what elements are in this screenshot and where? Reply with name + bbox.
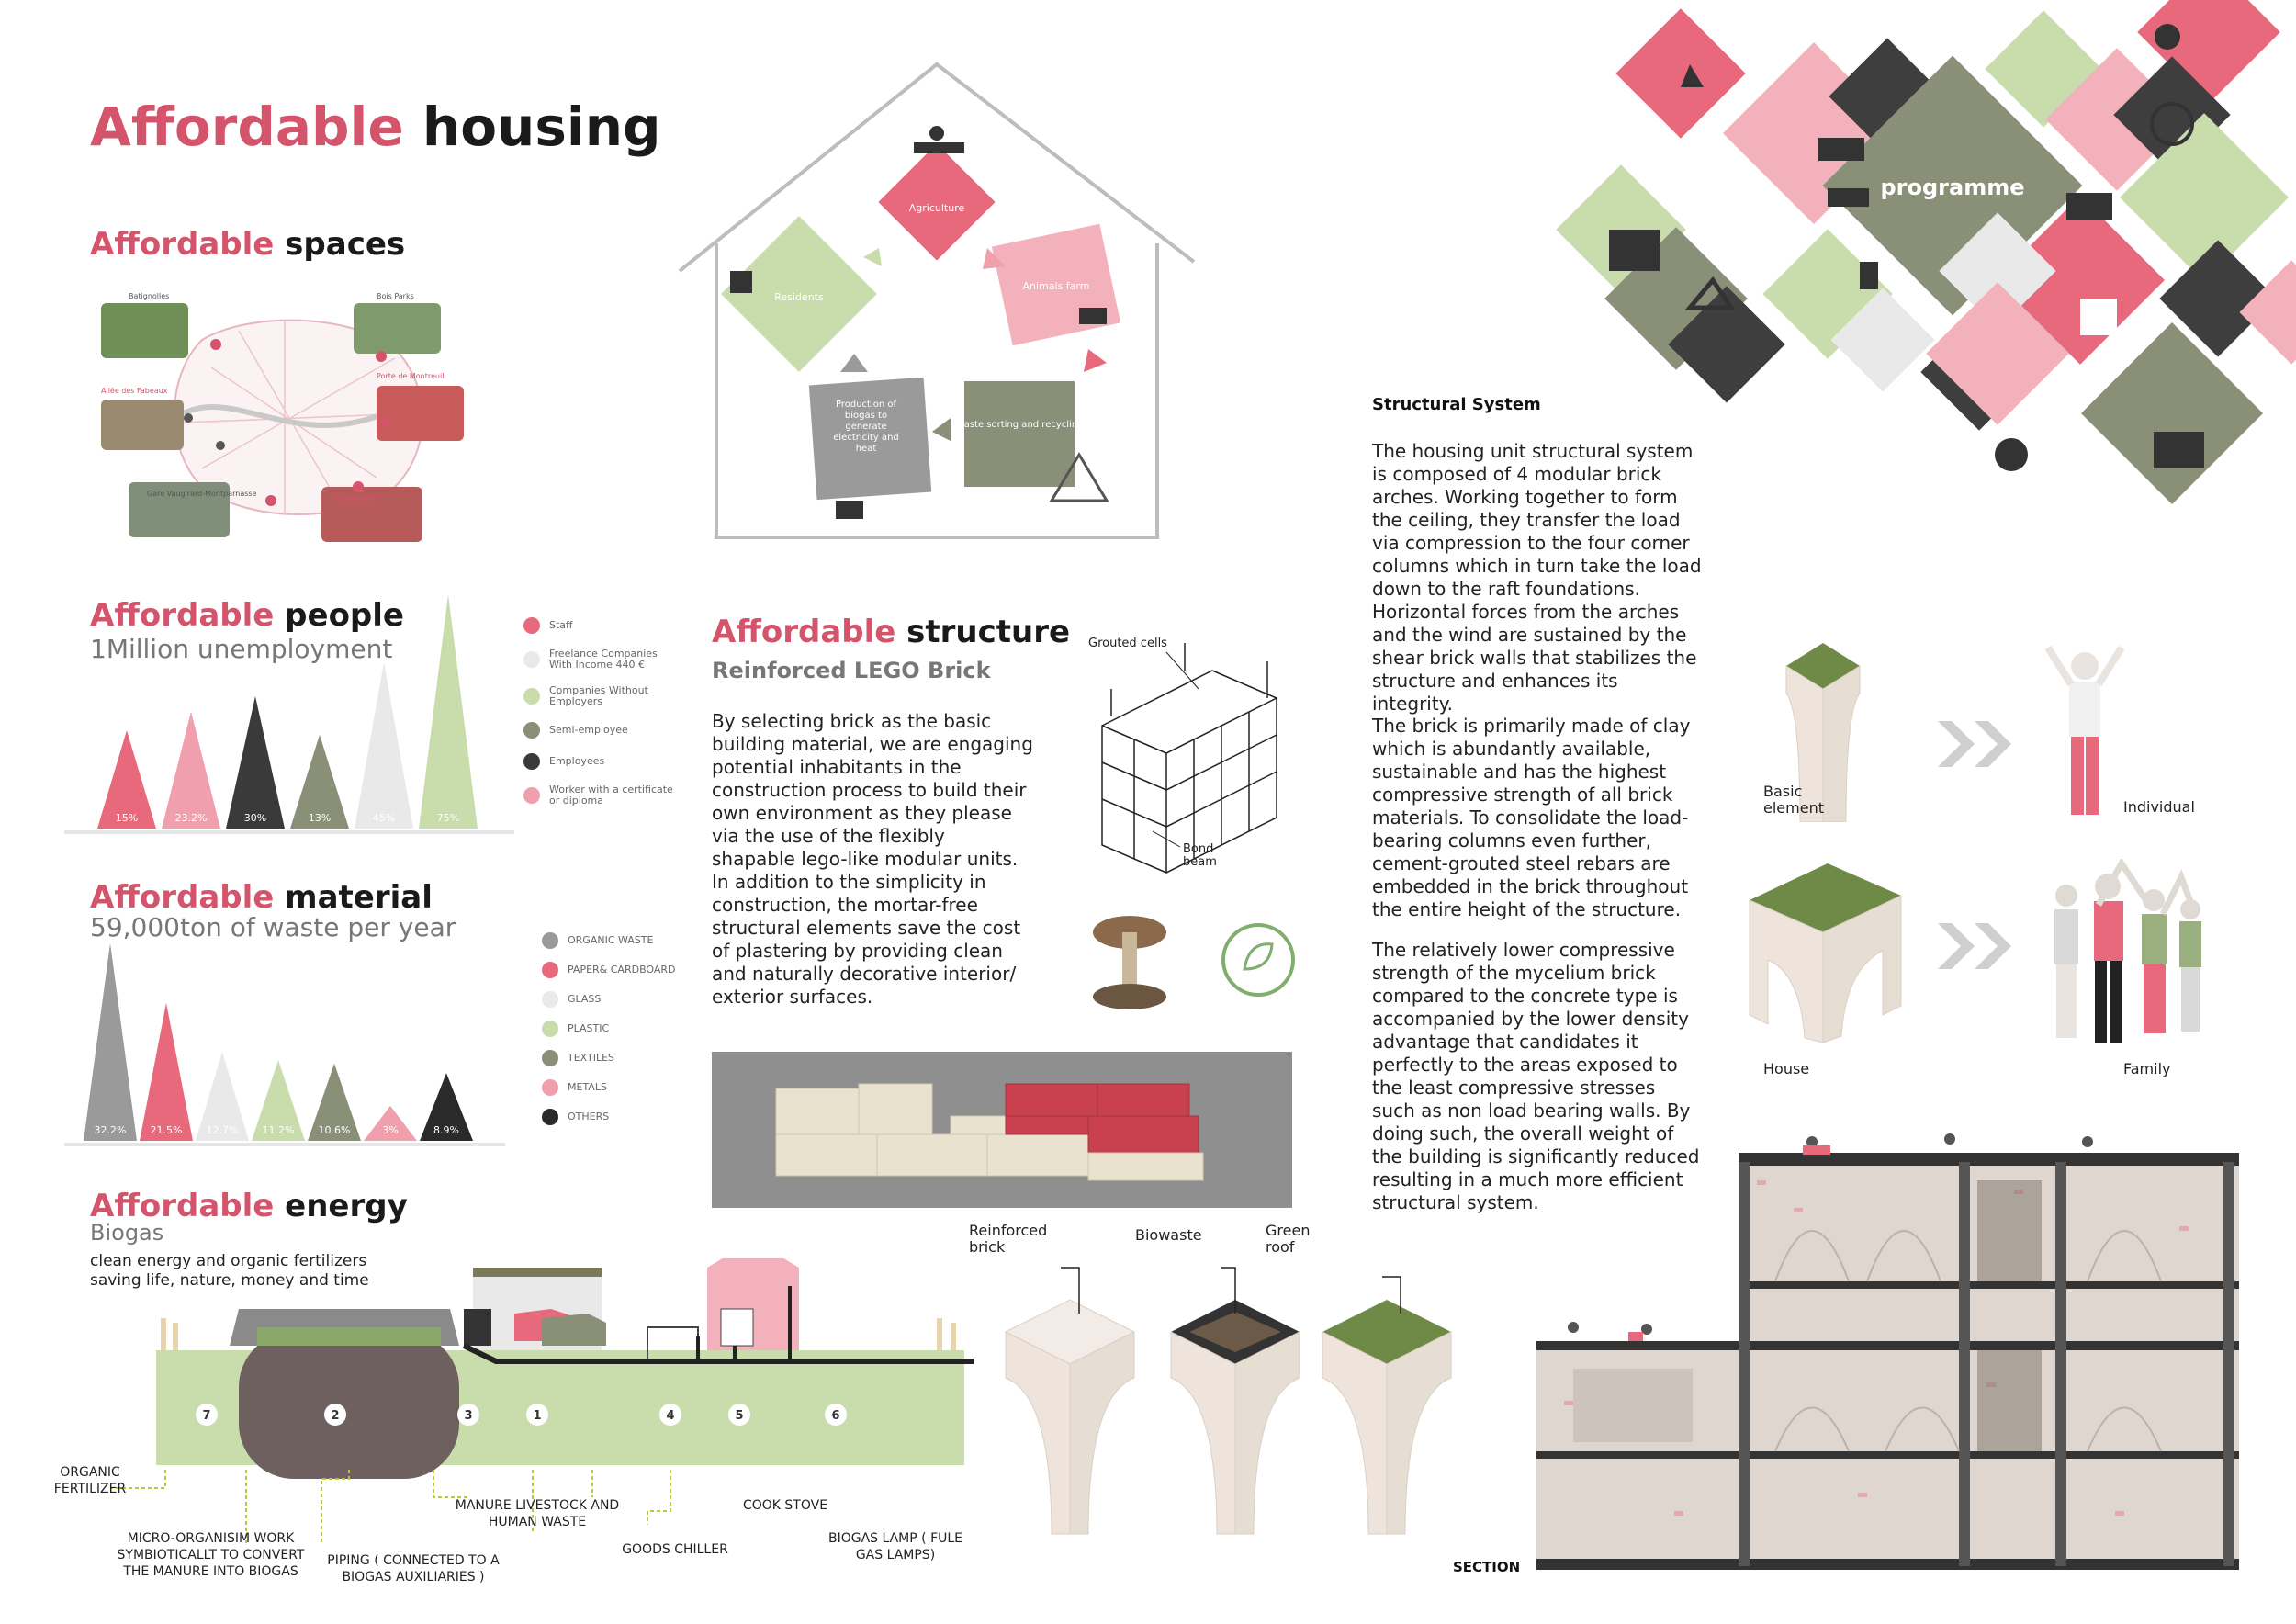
leaf-recycle-icon [1217, 919, 1300, 1001]
map-label-montreuil: Porte de Montreuil [377, 372, 445, 380]
basic-element-label: Basic element [1763, 783, 1824, 817]
energy-marker-number: 1 [533, 1409, 542, 1423]
page-title: Affordable housing [90, 96, 661, 158]
legend-item [542, 1050, 680, 1066]
material-chart [64, 928, 523, 1148]
teaching-icon [2154, 432, 2204, 468]
map-label-bois-parks: Bois Parks [377, 292, 414, 300]
legend-swatch [542, 962, 558, 978]
legend-label: PLASTIC [568, 1022, 610, 1034]
cook-stove-label: COOK STOVE [742, 1498, 828, 1513]
medical-icon [2080, 299, 2117, 335]
section-label: SECTION [1453, 1559, 1521, 1575]
energy-marker-number: 5 [735, 1409, 744, 1423]
triangle-label: 75% [436, 812, 460, 824]
material-triangles [64, 928, 523, 1148]
map-label-batignolles: Batignolles [129, 292, 170, 300]
brick-photo [712, 1052, 1292, 1208]
legend-swatch [523, 688, 540, 705]
legend-swatch [542, 991, 558, 1008]
cycle-animals: Animals farm [1022, 280, 1090, 292]
cycle-biogas: Production of biogas to generate electricity and heat [833, 400, 899, 454]
individual-label: Individual [2123, 798, 2195, 816]
legend-label: ORGANIC WASTE [568, 934, 654, 946]
legend-swatch [542, 932, 558, 949]
columns-drawing [996, 1258, 1492, 1562]
triangle-label: 3% [382, 1124, 399, 1136]
spaces-heading: Affordable spaces [90, 226, 406, 263]
cow-icon [1818, 138, 1864, 161]
legend-item [542, 991, 680, 1008]
triangle-mark [226, 696, 285, 829]
sofa-icon [2066, 193, 2112, 220]
energy-marker-number: 2 [331, 1409, 340, 1423]
legend-label: OTHERS [568, 1111, 610, 1122]
legend-item [523, 722, 680, 739]
legend-swatch [542, 1050, 558, 1066]
house-label: House [1763, 1060, 1810, 1077]
triangle-label: 45% [372, 812, 396, 824]
legend-swatch [523, 651, 540, 668]
triangle-label: 30% [243, 812, 267, 824]
legend-item [523, 685, 680, 707]
legend-swatch [523, 617, 540, 634]
programme-label: programme [1880, 175, 2025, 200]
triangle-label: 32.2% [94, 1124, 127, 1136]
triangle-mark [84, 943, 137, 1141]
legend-item [542, 1079, 680, 1096]
map-drawing [101, 276, 468, 551]
legend-label: Staff [549, 619, 573, 631]
structural-system-title: Structural System [1372, 395, 1541, 414]
legend-label: Semi-employee [549, 724, 628, 736]
legend-swatch [523, 722, 540, 739]
triangle-label: 11.2% [262, 1124, 295, 1136]
structure-heading: Affordable structure [712, 614, 1071, 650]
legend-label: METALS [568, 1081, 607, 1093]
chevron-right-icon-2 [1933, 919, 2016, 974]
animals-icon [1828, 188, 1869, 207]
individual-figure [2039, 643, 2131, 822]
triangle-label: 10.6% [318, 1124, 351, 1136]
energy-marker-number: 6 [831, 1409, 840, 1423]
triangle-mark [162, 712, 220, 829]
legend-item [542, 1021, 680, 1037]
chevron-right-icon [1933, 716, 2016, 772]
legend-label: PAPER& CARDBOARD [568, 964, 676, 976]
legend-item [523, 617, 680, 634]
cycle-waste: Waste sorting and recycling [955, 420, 1084, 430]
mushroom-icon [1084, 905, 1176, 1015]
people-chart [64, 588, 523, 854]
goods-chiller-label: GOODS CHILLER [622, 1542, 728, 1557]
cycle-diagram [675, 60, 1199, 547]
triangle-label: 8.9% [433, 1124, 459, 1136]
legend-item [542, 962, 680, 978]
people-legend [523, 617, 680, 821]
piping-label: PIPING ( CONNECTED TO A BIOGAS AUXILIARIES ) [327, 1553, 500, 1585]
bond-beam-label: Bond beam [1183, 842, 1217, 869]
legend-item [542, 932, 680, 949]
organic-fertilizer-label: ORGANIC FERTILIZER [53, 1465, 127, 1496]
manure-label: MANURE LIVESTOCK AND HUMAN WASTE [455, 1498, 620, 1529]
triangle-label: 21.5% [150, 1124, 183, 1136]
energy-subtitle: Biogas [90, 1220, 164, 1246]
map-label-allee: Allée des Fabeaux [101, 387, 168, 395]
micro-organism-label: MICRO-ORGANISIM WORK SYMBIOTICALLT TO CONVERT THE MANURE INTO BIOGAS [117, 1531, 305, 1579]
legend-label: TEXTILES [568, 1052, 615, 1064]
legend-swatch [542, 1109, 558, 1125]
grouted-cells-label: Grouted cells [1088, 637, 1167, 650]
programme-mosaic [1543, 0, 2296, 514]
people-triangles [64, 588, 523, 854]
house-outline [675, 60, 1199, 547]
cycle-agriculture: Agriculture [908, 202, 965, 214]
legend-label: Employees [549, 755, 605, 767]
structural-system-p3: The relatively lower compressive strength of the mycelium brick compared to the concrete type is accompanied by the lower density advantage that candidates it perfectly to the areas exposed to the least compressive stresses such as non load bearing walls. By doing such, the overall weight of the building is significantly reduced resulting in a much more efficient structural system. [1372, 939, 1700, 1213]
fridge-icon [1860, 262, 1878, 289]
recycle-icon [1690, 280, 1731, 308]
programme-icons [1543, 0, 2296, 514]
legend-label: GLASS [568, 993, 602, 1005]
energy-desc: clean energy and organic fertilizers saving life, nature, money and time [90, 1252, 369, 1290]
energy-marker-number: 3 [464, 1409, 473, 1423]
family-figures [2043, 859, 2218, 1047]
structural-system-p2: The brick is primarily made of clay which is abundantly available, sustainable and has the highest compressive strength of all brick materials. To consolidate the load-bearing columns even further, cement-grouted steel rebars are embedded in the brick throughout the entire height of the structure. [1372, 715, 1691, 920]
material-subtitle: 59,000ton of waste per year [90, 912, 456, 942]
market-icon [1609, 230, 1660, 271]
legend-item [542, 1109, 680, 1125]
section-drawing [1536, 1125, 2239, 1575]
triangle-mark [140, 1003, 193, 1141]
energy-marker-number: 4 [666, 1409, 675, 1423]
legend-swatch [523, 753, 540, 770]
material-heading: Affordable material [90, 879, 433, 916]
legend-label: Companies Without Employers [549, 684, 648, 707]
paris-map [101, 276, 468, 551]
legend-label: Freelance Companies With Income 440 € [549, 648, 658, 671]
brick-render [712, 1052, 1292, 1208]
legend-item [523, 648, 680, 671]
building-section [1536, 1125, 2239, 1575]
people-heading: Affordable people [90, 597, 404, 634]
legend-item [523, 753, 680, 770]
triangle-label: 12.7% [206, 1124, 239, 1136]
award-icon [2155, 24, 2180, 50]
triangle-label: 23.2% [174, 812, 208, 824]
biogas-lamp-label: BIOGAS LAMP ( FULE GAS LAMPS) [827, 1531, 963, 1562]
reinforced-brick-label: Reinforced brick [969, 1222, 1048, 1256]
legend-swatch [523, 787, 540, 804]
energy-heading: Affordable energy [90, 1188, 408, 1224]
map-label-chevaleret: Chevaleret [335, 494, 376, 502]
no-food-icon [2152, 104, 2192, 144]
house-drawing [1745, 854, 1906, 1047]
triangle-label: 15% [115, 812, 139, 824]
structural-system-p1: The housing unit structural system is composed of 4 modular brick arches. Working together to form the ceiling, they transfer the load via compression to the four corner columns which in turn take the load down to the raft foundations. Horizontal forces from the arches and the wind are sustained by the shear brick walls that stabilizes the structure and enhances its integrity. [1372, 440, 1702, 715]
energy-marker-number: 7 [202, 1409, 211, 1423]
structure-subtitle: Reinforced LEGO Brick [712, 658, 991, 683]
legend-label: Worker with a certificate or diploma [549, 784, 673, 806]
legend-swatch [542, 1079, 558, 1096]
biowaste-label: Biowaste [1135, 1226, 1202, 1244]
cycle-residents: Residents [774, 291, 824, 303]
triangle-label: 13% [308, 812, 332, 824]
map-label-vaugirard: Gare Vaugirard-Montparnasse [147, 490, 257, 498]
legend-item [523, 784, 680, 806]
structure-body: By selecting brick as the basic building material, we are engaging potential inhabitants in the construction process to build their own environment as they please via the use of the flexibly shapable lego-like modular units. In addition to the simplicity in construction, the mortar-free structural elements save the cost of plastering by providing clean and naturally decorative interior/ exterior surfaces. [712, 710, 1033, 1008]
bakery-icon [1995, 438, 2028, 471]
legend-swatch [542, 1021, 558, 1037]
three-columns [996, 1258, 1492, 1562]
plant-icon [1681, 64, 1704, 87]
green-roof-label: Green roof [1266, 1222, 1311, 1256]
material-legend [542, 932, 680, 1138]
triangle-mark [419, 594, 478, 829]
family-label: Family [2123, 1060, 2171, 1077]
triangle-mark [355, 662, 413, 829]
people-subtitle: 1Million unemployment [90, 634, 393, 664]
